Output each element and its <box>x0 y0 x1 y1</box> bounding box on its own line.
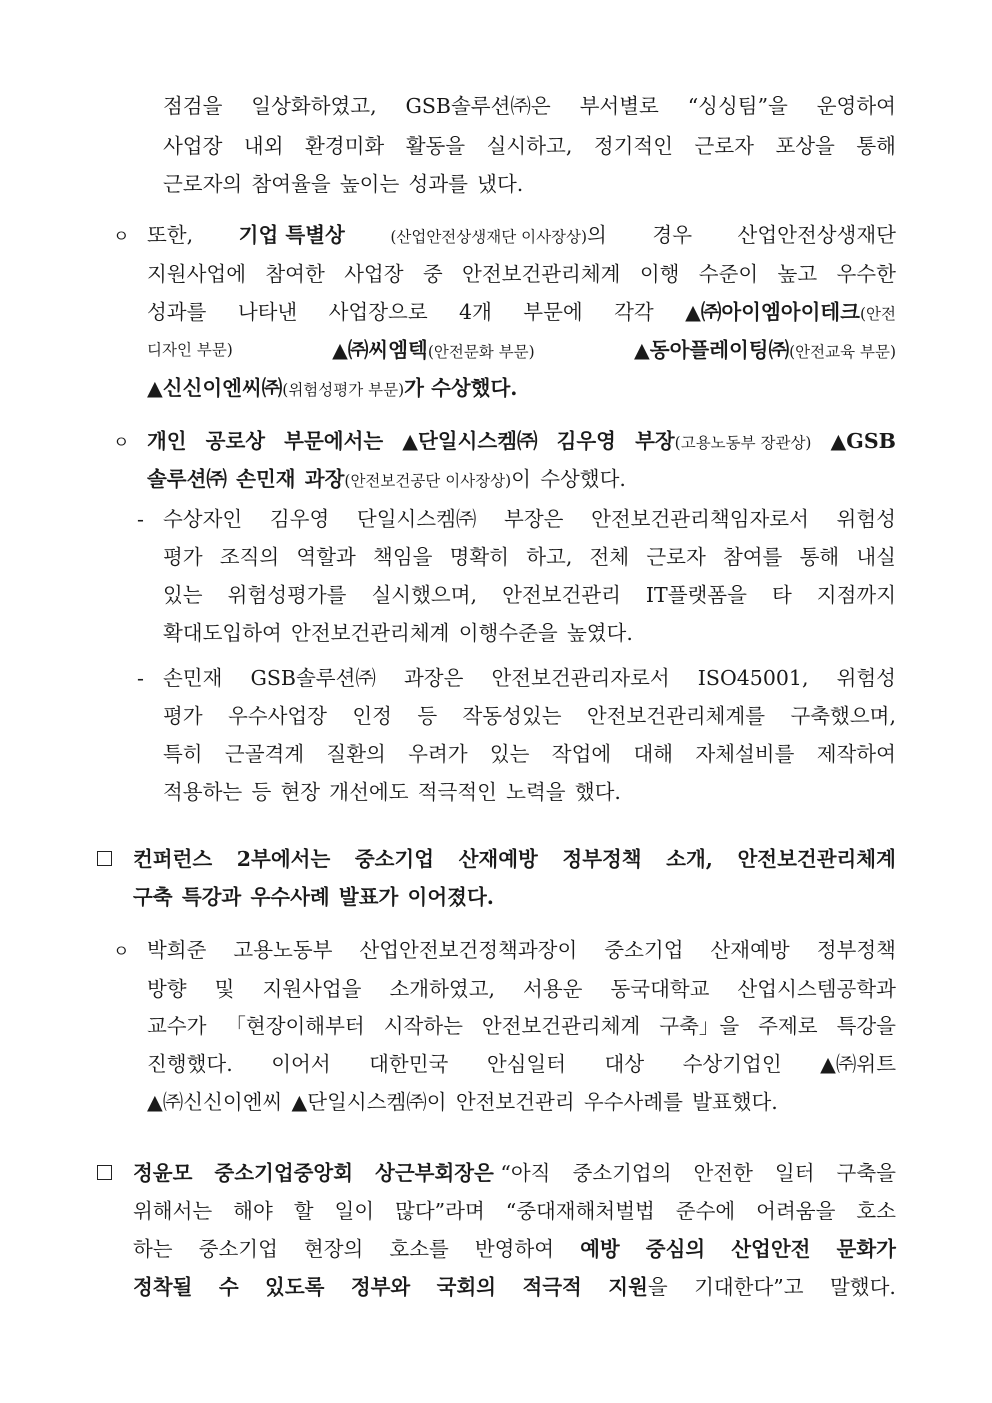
text-segment: 작동성있는 <box>462 704 562 728</box>
text-segment: 정윤모 <box>133 1161 193 1185</box>
text-segment: 작업에 <box>551 742 612 766</box>
text-line <box>147 974 896 1004</box>
text-segment: 위험성 <box>836 666 896 690</box>
text-segment: 중 <box>422 262 443 286</box>
circle-bullet: ㅇ <box>113 227 130 247</box>
text-segment: 안심일터 <box>486 1052 567 1076</box>
text-segment: 안전보건관리자로서 <box>491 666 670 690</box>
text-segment: 안전한 <box>693 1161 753 1185</box>
text-segment: 안전보건관리체계 <box>462 262 621 286</box>
text-segment: 정부정책 <box>562 847 642 871</box>
text-segment: 현장의 <box>303 1237 364 1261</box>
text-segment: 위험성 <box>836 507 896 531</box>
awardee-title: 과장 <box>304 467 345 491</box>
text-segment: 적극적인 <box>417 780 497 804</box>
text-segment: 등 <box>417 704 438 728</box>
text-segment: 안전보건관리책임자로서 <box>591 507 809 531</box>
text-segment: 부문에서는 <box>284 429 384 453</box>
text-line <box>163 504 896 534</box>
text-line <box>133 1234 896 1264</box>
text-segment: 대한민국 <box>369 1052 449 1076</box>
text-segment: 정부와 <box>350 1275 411 1299</box>
text-line <box>133 844 896 874</box>
text-segment: 우려가 <box>408 742 468 766</box>
text-segment: 중심의 <box>645 1237 706 1261</box>
text-segment <box>635 426 811 456</box>
text-segment <box>332 335 535 365</box>
text-segment: 책임을 <box>373 545 433 569</box>
text-segment: ▲GSB <box>830 429 896 453</box>
text-segment: 안전보건관리체계 <box>737 847 896 871</box>
text-segment: 대해 <box>633 742 674 766</box>
text-line <box>147 935 896 965</box>
text-segment: 정기적인 <box>593 134 674 158</box>
text-segment: 솔루션㈜ <box>147 467 227 491</box>
text-segment: 소개, <box>666 847 713 871</box>
text-segment: 내외 <box>243 134 284 158</box>
text-segment: “중대재해처벌법 <box>505 1199 655 1223</box>
text-line <box>147 220 896 250</box>
award-name: 기업 특별상 <box>238 223 345 247</box>
text-segment: 특강과 <box>181 885 242 909</box>
text-line <box>133 882 896 912</box>
text-segment: 높였다. <box>566 621 633 645</box>
text-segment: 운영하여 <box>816 94 896 118</box>
text-segment: 자체설비를 <box>695 742 795 766</box>
text-segment: 지원사업에 <box>147 262 247 286</box>
award-category: (위험성평가 부문) <box>282 381 405 399</box>
text-segment: 산업안전 <box>731 1237 811 1261</box>
text-line <box>163 777 896 807</box>
text-segment: GSB솔루션㈜은 <box>405 94 551 118</box>
square-bullet <box>97 851 112 866</box>
text-segment: 적용하는 <box>163 780 243 804</box>
text-segment: 역할과 <box>296 545 356 569</box>
text-segment: 수준이 <box>698 262 759 286</box>
text-segment: 산업안전보건정책과장이 <box>359 938 578 962</box>
text-segment: 높고 <box>777 262 818 286</box>
text-segment: 구축했으며, <box>790 704 896 728</box>
text-segment: 산업시스템공학과 <box>737 977 896 1001</box>
text-segment: 참여한 <box>265 262 325 286</box>
text-segment: 했다. <box>574 780 621 804</box>
text-segment: 중소기업 <box>604 938 684 962</box>
text-segment: 호소를 <box>389 1237 449 1261</box>
text-segment: (산업안전상생재단 이사장상)의 <box>390 223 607 247</box>
text-line <box>147 259 896 289</box>
text-segment: 높이는 <box>339 172 400 196</box>
text-line <box>147 335 896 365</box>
text-segment: 타 <box>771 583 792 607</box>
text-segment: 수상기업인 <box>682 1052 782 1076</box>
text-segment: 수상자인 <box>163 507 243 531</box>
text-segment: 이어졌다. <box>407 885 494 909</box>
text-segment: 나타낸 <box>237 300 298 324</box>
text-segment: 해야 <box>233 1199 273 1223</box>
text-segment: 냈다. <box>477 172 524 196</box>
text-segment: 사업장으로 <box>328 300 428 324</box>
text-line <box>163 542 896 572</box>
winner-company: ▲신신이엔씨㈜ <box>147 376 283 400</box>
text-line <box>163 580 896 610</box>
text-segment: ▲㈜신신이엔씨 <box>147 1090 283 1114</box>
text-segment: 부서별로 <box>579 94 659 118</box>
text-segment: 일터 <box>774 1161 815 1185</box>
text-segment: 중소기업의 <box>572 1161 672 1185</box>
text-segment: 우수한 <box>836 262 896 286</box>
text-segment: 김우영 <box>556 429 616 453</box>
text-segment: 상근부회장은 “아직 <box>375 1161 551 1185</box>
text-segment: 교수가 <box>147 1014 207 1038</box>
text-segment: 많다”라며 <box>395 1199 485 1223</box>
text-segment: 박희준 <box>147 938 207 962</box>
text-segment: 참여를 <box>722 545 783 569</box>
text-segment: 조직의 <box>219 545 280 569</box>
text-segment: 포상을 <box>775 134 835 158</box>
text-segment: 근로자 <box>646 545 706 569</box>
text-line <box>163 169 896 199</box>
text-segment: 2부에서는 <box>236 847 331 871</box>
text-segment: 중소기업중앙회 <box>214 1161 354 1185</box>
text-segment <box>685 297 896 327</box>
text-segment: 일상화하였고, <box>251 94 377 118</box>
text-line <box>147 1087 896 1117</box>
text-segment: 있는 <box>163 583 203 607</box>
text-segment: 근로자 <box>694 134 754 158</box>
text-segment: 사업장 <box>344 262 404 286</box>
text-segment: 통해 <box>856 134 896 158</box>
text-segment: 구축 <box>133 885 173 909</box>
winner-company: ▲동아플레이팅㈜ <box>634 338 790 362</box>
text-segment: 개선에도 <box>329 780 409 804</box>
text-segment: 동국대학교 <box>610 977 710 1001</box>
text-segment: 산재예방 <box>458 847 538 871</box>
text-segment: 사업장 <box>163 134 223 158</box>
text-segment: ▲단일시스켐㈜ <box>402 429 538 453</box>
text-line <box>163 618 896 648</box>
dash-bullet: - <box>137 666 144 690</box>
text-segment: “싱싱팀”을 <box>687 94 788 118</box>
text-segment: 구축을 <box>836 1161 896 1185</box>
text-segment: 「현장이해부터 <box>225 1014 365 1038</box>
text-segment: 말했다. <box>829 1275 896 1299</box>
text-segment: 위험성평가를 <box>227 583 347 607</box>
text-line <box>163 131 896 161</box>
text-segment: ISO45001, <box>697 666 809 690</box>
text-line <box>133 1196 896 1226</box>
text-segment: 평가 <box>163 545 203 569</box>
text-segment: 하는 <box>133 1237 173 1261</box>
text-segment: 안전보건관리 <box>502 583 621 607</box>
text-line <box>147 297 896 327</box>
text-segment: 지원사업을 <box>262 977 362 1001</box>
text-segment: 가 수상했다. <box>404 376 518 400</box>
text-segment: 경우 <box>652 223 692 247</box>
text-segment: 각각 <box>614 300 654 324</box>
text-segment: 발표했다. <box>692 1090 778 1114</box>
text-line <box>133 1272 896 1302</box>
text-segment: 있도록 <box>265 1275 325 1299</box>
text-line <box>147 1011 896 1041</box>
text-segment: 활동을 <box>405 134 466 158</box>
text-segment: 호소 <box>856 1199 896 1223</box>
text-segment: 특강을 <box>836 1014 896 1038</box>
text-segment: 적극적 <box>522 1275 582 1299</box>
text-segment: 4개 <box>459 300 492 324</box>
text-segment: 전체 <box>589 545 630 569</box>
text-segment: 서용운 <box>523 977 583 1001</box>
text-segment: 참여율을 <box>251 172 331 196</box>
text-line <box>163 739 896 769</box>
text-segment: 대상 <box>604 1052 645 1076</box>
text-segment: 산업안전상생재단 <box>737 223 896 247</box>
text-segment: 우수사업장 <box>227 704 327 728</box>
text-segment: 발표가 <box>338 885 399 909</box>
text-segment: 주제로 <box>758 1014 818 1038</box>
text-segment: 구축」을 <box>659 1014 740 1038</box>
awardee-title: 부장 <box>635 429 675 453</box>
text-segment: 지원을 <box>608 1275 668 1299</box>
text-segment: 어려움을 <box>756 1199 836 1223</box>
text-segment: 개인 <box>147 429 187 453</box>
text-segment: 부문에 <box>523 300 583 324</box>
winner-company: ▲㈜씨엠텍 <box>332 338 428 362</box>
award-category: (안전문화 부문) <box>427 343 535 361</box>
text-segment <box>147 373 517 403</box>
text-segment: 질환의 <box>326 742 386 766</box>
text-segment: 수상했다. <box>540 467 626 491</box>
text-segment: 과장(안전보건공단 이사장상)이 <box>304 467 531 491</box>
text-segment: 위해서는 <box>133 1199 213 1223</box>
text-segment: 환경미화 <box>305 134 385 158</box>
square-bullet <box>97 1165 112 1180</box>
circle-bullet: ㅇ <box>113 433 130 453</box>
text-segment: 및 <box>214 977 235 1001</box>
award-category: 디자인 부문) <box>147 341 233 359</box>
text-line <box>133 1158 896 1188</box>
text-segment: 하고, <box>526 545 573 569</box>
speaker-title: 상근부회장은 <box>375 1161 494 1185</box>
text-segment: 점검을 <box>163 94 223 118</box>
text-line <box>147 1049 896 1079</box>
text-segment: 근골격계 <box>224 742 305 766</box>
text-segment: 부장은 <box>504 507 564 531</box>
text-segment: 안전보건관리체계 <box>291 621 450 645</box>
text-line <box>147 373 896 403</box>
text-segment: 실시했으며, <box>371 583 478 607</box>
text-segment: 안전보건관리체계를 <box>586 704 766 728</box>
text-segment: ▲단일시스켐㈜이 <box>291 1090 447 1114</box>
text-segment: 일이 <box>334 1199 375 1223</box>
text-segment: 소개하였고, <box>389 977 496 1001</box>
text-segment: 김우영 <box>269 507 330 531</box>
text-segment: 인정 <box>352 704 392 728</box>
text-segment: 중소기업 <box>198 1237 278 1261</box>
text-line <box>163 91 896 121</box>
text-segment: 준수에 <box>675 1199 736 1223</box>
winner-company: ▲㈜아이엠아이테크 <box>685 300 860 324</box>
text-segment: 중소기업 <box>354 847 435 871</box>
text-segment: 시작하는 <box>383 1014 463 1038</box>
text-line <box>163 701 896 731</box>
award-category: (안전 <box>859 305 896 323</box>
text-segment: 등 <box>251 780 272 804</box>
text-segment: 통해 <box>799 545 840 569</box>
text-segment: 안전보건관리 <box>455 1090 575 1114</box>
text-segment: 고용노동부 <box>233 938 333 962</box>
text-segment: 내실 <box>856 545 896 569</box>
text-segment: 손민재 <box>163 666 223 690</box>
award-grantor: (산업안전상생재단 이사장상) <box>390 228 588 246</box>
text-segment: 이행 <box>639 262 680 286</box>
text-segment: 현장 <box>280 780 321 804</box>
text-segment: 수 <box>218 1275 239 1299</box>
text-segment: IT플랫폼을 <box>645 583 747 607</box>
text-segment: 산재예방 <box>710 938 790 962</box>
text-segment: 이어서 <box>271 1052 331 1076</box>
text-segment: 국회의 <box>436 1275 497 1299</box>
text-segment: 손민재 <box>236 467 296 491</box>
award-grantor: (고용노동부 장관상) <box>674 434 812 452</box>
text-segment: 실시하고, <box>486 134 573 158</box>
text-segment: ▲㈜위트 <box>820 1052 896 1076</box>
text-segment: 정부정책 <box>816 938 896 962</box>
circle-bullet: ㅇ <box>113 942 130 962</box>
text-segment: 평가 <box>163 704 203 728</box>
text-segment: 공로상 <box>205 429 266 453</box>
text-segment: 성과를 <box>408 172 468 196</box>
text-segment: 기대한다”고 <box>694 1275 804 1299</box>
text-segment: 예방 <box>580 1237 620 1261</box>
text-segment: 근로자의 <box>163 172 243 196</box>
text-segment: 있는 <box>489 742 530 766</box>
text-segment: GSB솔루션㈜ <box>250 666 376 690</box>
text-segment <box>634 335 896 365</box>
text-segment: 우수사례를 <box>583 1090 683 1114</box>
text-segment: 문화가 <box>836 1237 896 1261</box>
text-line <box>147 464 896 494</box>
text-segment: 또한, <box>147 223 194 247</box>
text-segment: 정착될 <box>133 1275 193 1299</box>
text-segment: 진행했다. <box>147 1052 233 1076</box>
text-line <box>147 426 896 456</box>
text-segment: 우수사례 <box>250 885 330 909</box>
dash-bullet: - <box>137 507 144 531</box>
award-category: (안전교육 부문) <box>789 343 896 361</box>
text-segment: 이행수준을 <box>458 621 558 645</box>
text-segment: 확대도입하여 <box>163 621 282 645</box>
text-segment: 특히 <box>163 742 203 766</box>
text-segment: 과장은 <box>403 666 464 690</box>
text-segment: 노력을 <box>506 780 566 804</box>
text-segment: 방향 <box>147 977 187 1001</box>
text-segment: 제작하여 <box>816 742 896 766</box>
text-segment: 지원 <box>608 1275 648 1299</box>
text-segment: 반영하여 <box>474 1237 555 1261</box>
text-line <box>163 663 896 693</box>
text-segment: 성과를 <box>147 300 207 324</box>
text-segment: 지점까지 <box>816 583 896 607</box>
award-grantor: (안전보건공단 이사장상) <box>344 472 512 490</box>
text-segment: 안전보건관리체계 <box>481 1014 641 1038</box>
text-segment: 컨퍼런스 <box>133 847 213 871</box>
text-segment: 단일시스켐㈜ <box>356 507 477 531</box>
text-segment: 명확히 <box>449 545 510 569</box>
text-segment: 할 <box>293 1199 314 1223</box>
